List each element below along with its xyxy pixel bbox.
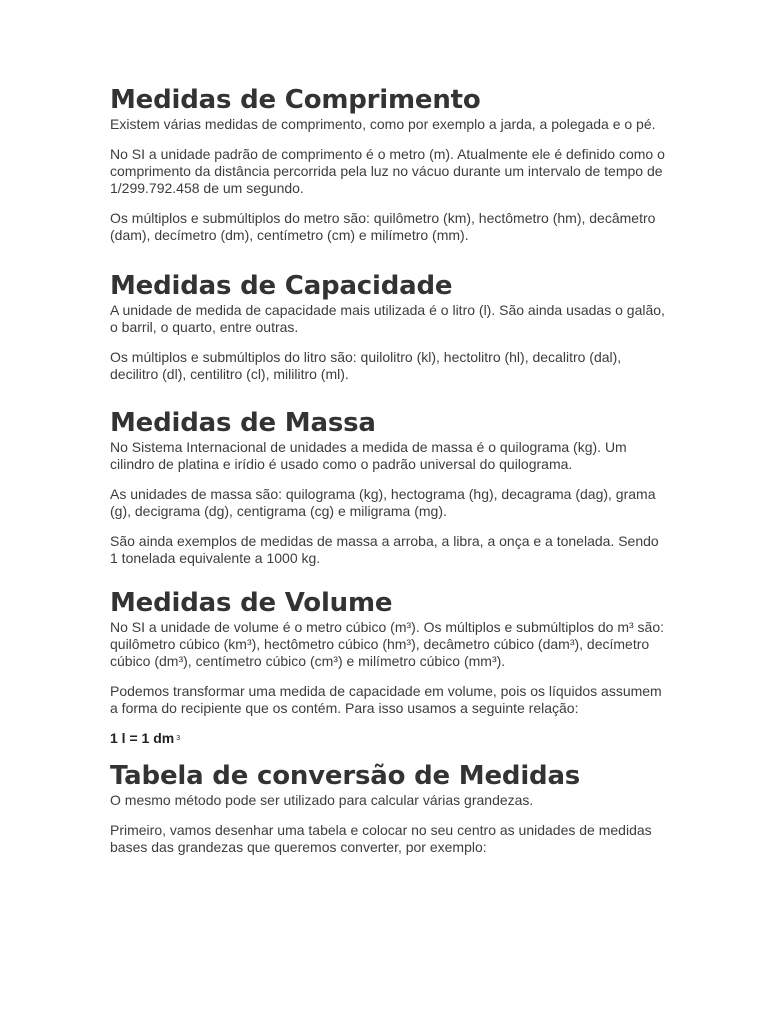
- formula-text: 1 l = 1 dm: [110, 730, 175, 746]
- paragraph: Os múltiplos e submúltiplos do metro são: quilômetro (km), hectômetro (hm), decâmetro (dam), decímetro (dm), centímetro (cm) e milímetro (mm).: [110, 210, 656, 243]
- paragraph: O mesmo método pode ser utilizado para calcular várias grandezas.: [110, 792, 534, 808]
- paragraph: Existem várias medidas de comprimento, como por exemplo a jarda, a polegada e o pé.: [110, 116, 656, 132]
- paragraph: No SI a unidade padrão de comprimento é o metro (m). Atualmente ele é definido como o comprimento da distância percorrida pela luz no vácuo durante um intervalo de tempo de 1/299.792.458 de um segundo.: [110, 146, 665, 196]
- heading-comprimento: Medidas de Comprimento: [110, 85, 481, 115]
- section-volume: [110, 587, 670, 746]
- paragraph: No SI a unidade de volume é o metro cúbico (m³). Os múltiplos e submúltiplos do m³ são: quilômetro cúbico (km³), hectômetro cúbico (hm³), decâmetro cúbico (dam³), decímetro cúbico (dm³), centímetro cúbico (cm³) e milímetro cúbico (mm³).: [110, 619, 665, 669]
- paragraph: No Sistema Internacional de unidades a medida de massa é o quilograma (kg). Um cilindro de platina e irídio é usado como o padrão universal do quilograma.: [110, 439, 627, 472]
- section-tabela-conversao: [110, 760, 670, 856]
- heading-volume: Medidas de Volume: [110, 588, 393, 618]
- paragraph: Primeiro, vamos desenhar uma tabela e colocar no seu centro as unidades de medidas bases das grandezas que queremos converter, por exemplo:: [110, 822, 652, 855]
- heading-massa: Medidas de Massa: [110, 408, 376, 438]
- paragraph: Podemos transformar uma medida de capacidade em volume, pois os líquidos assumem a forma do recipiente que os contém. Para isso usamos a seguinte relação:: [110, 683, 662, 716]
- paragraph: Os múltiplos e submúltiplos do litro são: quilolitro (kl), hectolitro (hl), decalitro (dal), decilitro (dl), centilitro (cl), mililitro (ml).: [110, 349, 622, 382]
- paragraph: São ainda exemplos de medidas de massa a arroba, a libra, a onça e a tonelada. Sendo 1 tonelada equivalente a 1000 kg.: [110, 533, 659, 566]
- section-massa: [110, 407, 670, 567]
- formula-litro-dm3: [110, 730, 670, 746]
- paragraph: A unidade de medida de capacidade mais utilizada é o litro (l). São ainda usadas o galão, o barril, o quarto, entre outras.: [110, 302, 665, 335]
- heading-capacidade: Medidas de Capacidade: [110, 271, 453, 301]
- formula-exponent: 3: [176, 735, 181, 742]
- section-comprimento: [110, 84, 670, 244]
- section-capacidade: [110, 270, 670, 383]
- document-content: [110, 84, 670, 882]
- heading-tabela-conversao: Tabela de conversão de Medidas: [110, 761, 581, 791]
- paragraph: As unidades de massa são: quilograma (kg), hectograma (hg), decagrama (dag), grama (g), decigrama (dg), centigrama (cg) e miligrama (mg).: [110, 486, 656, 519]
